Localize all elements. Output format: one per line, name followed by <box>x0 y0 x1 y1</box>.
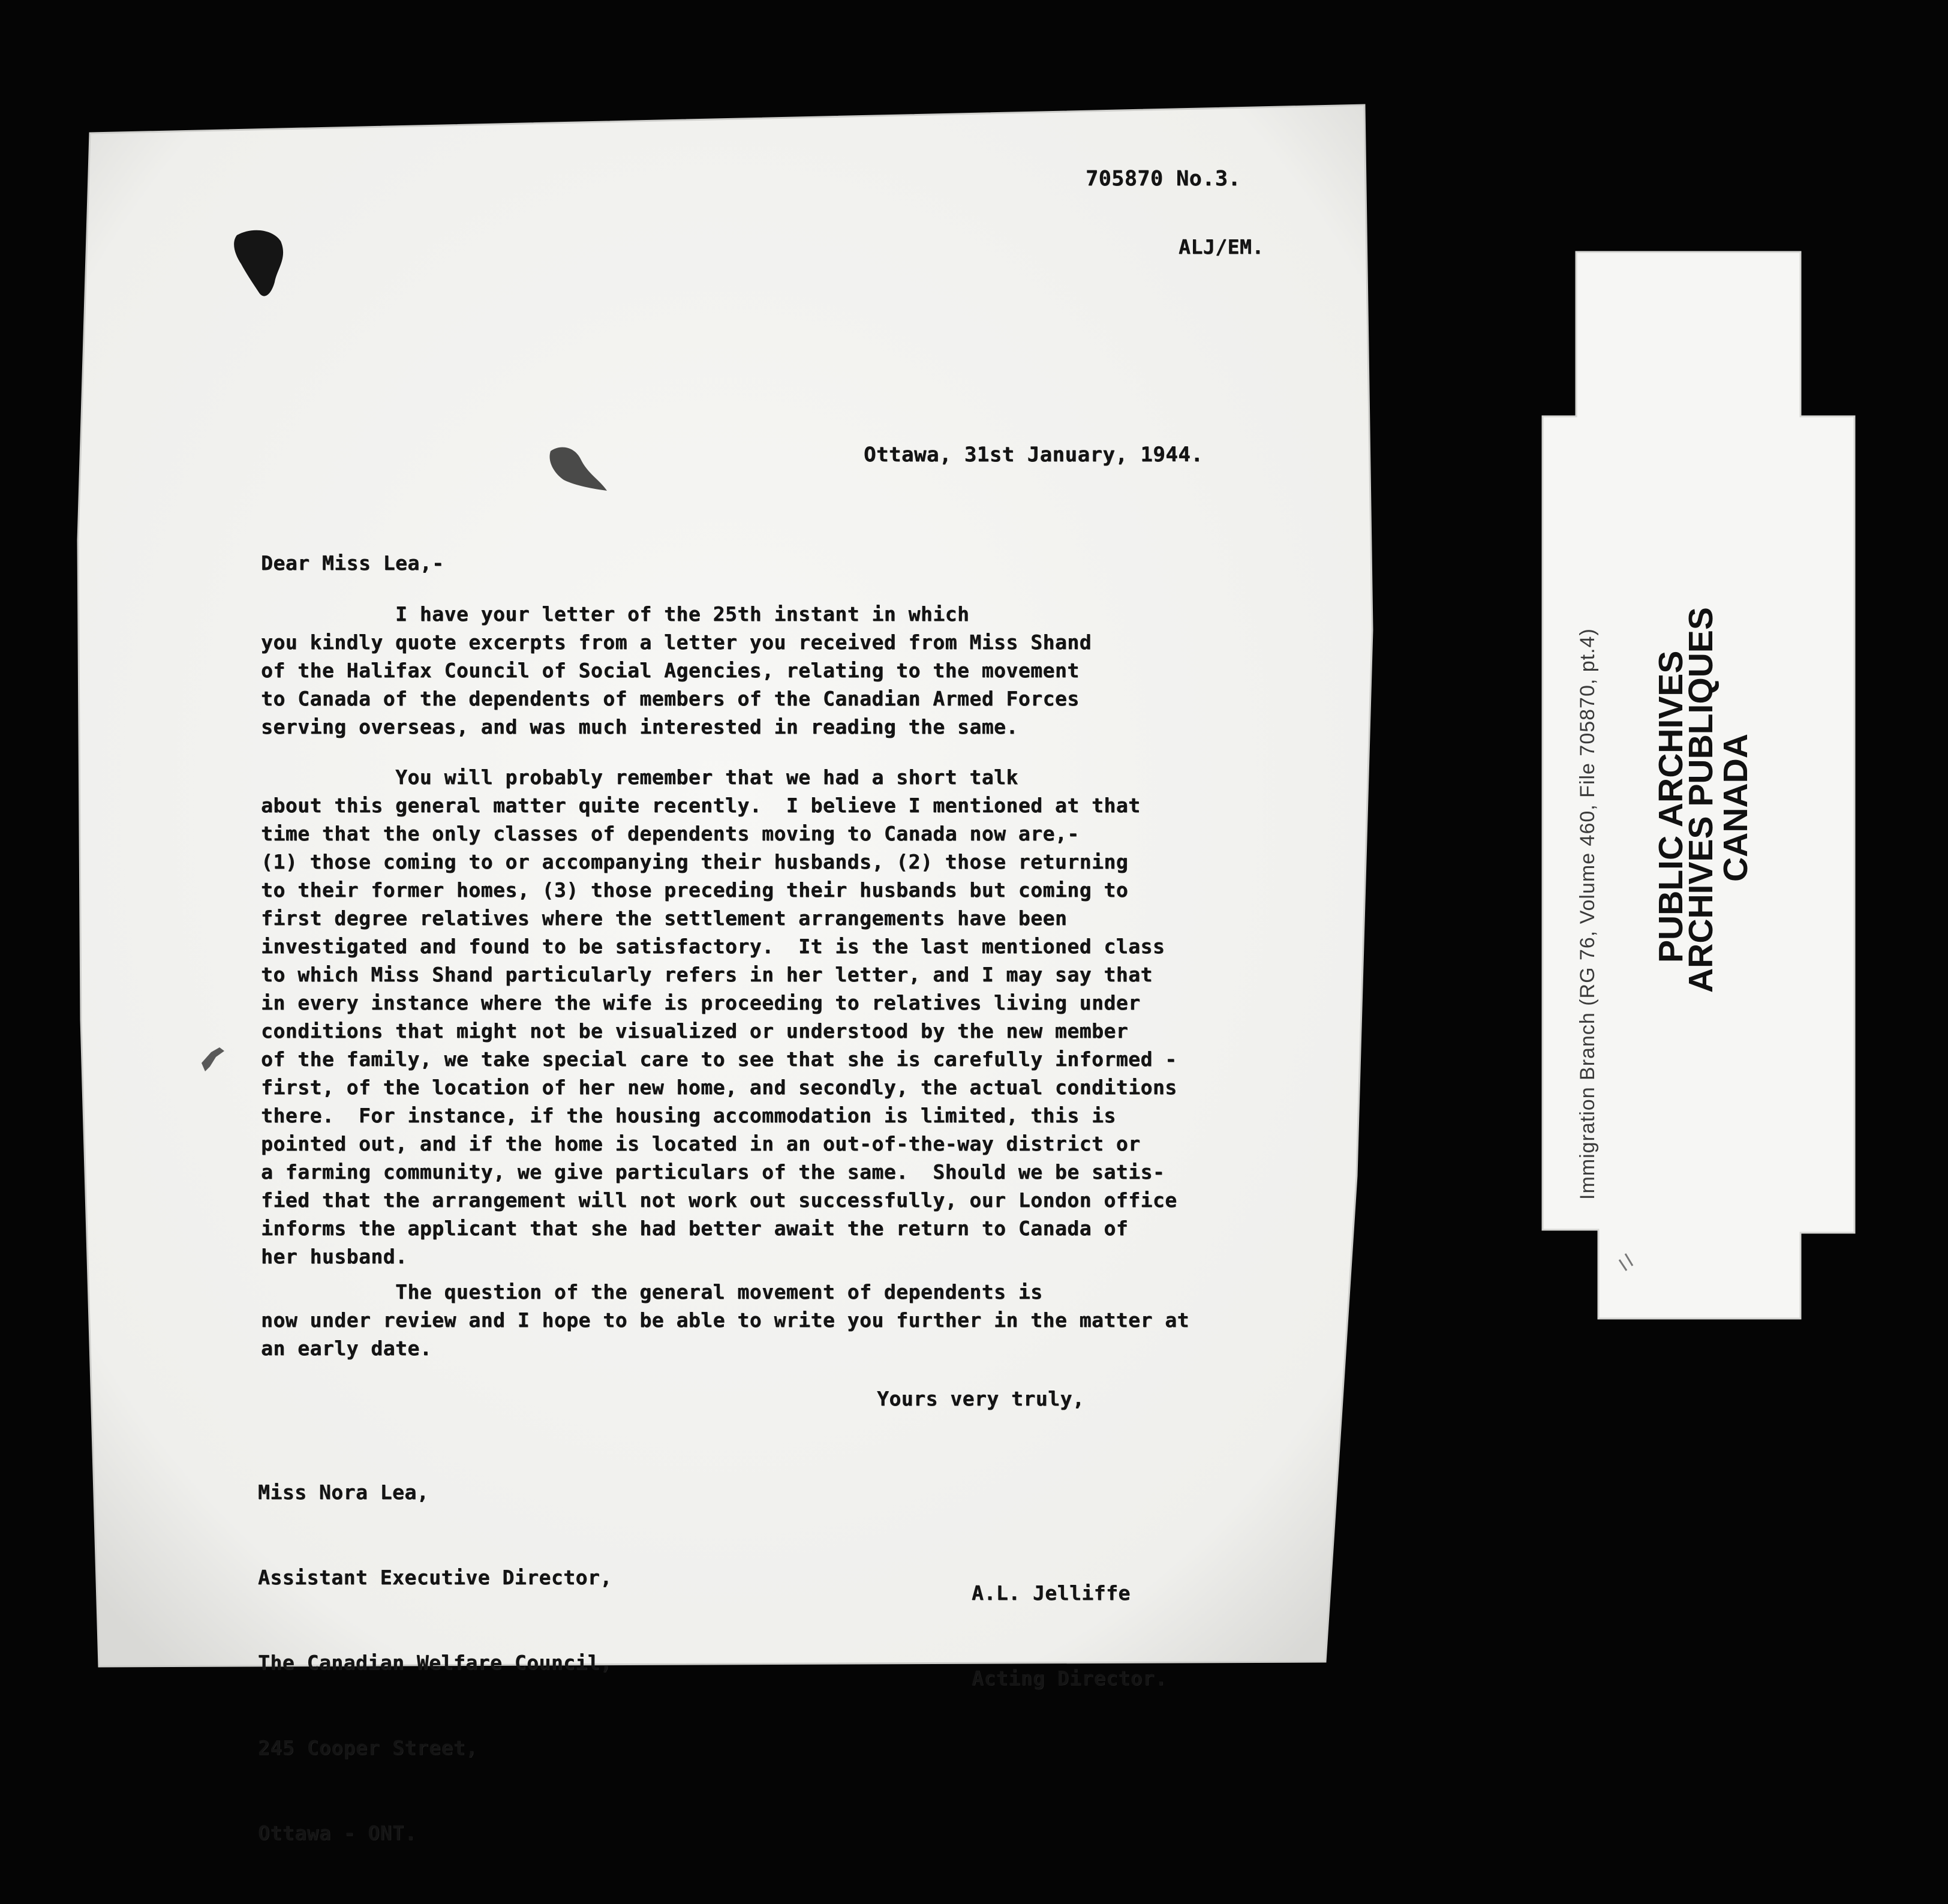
address-line: 245 Cooper Street, <box>258 1736 478 1759</box>
paragraph-2-line: time that the only classes of dependents moving to Canada now are,- <box>261 822 1080 845</box>
paragraph-3-line: The question of the general movement of dependents is <box>261 1280 1043 1304</box>
address-line: Miss Nora Lea, <box>258 1480 429 1504</box>
paragraph-2-line: her husband. <box>261 1245 408 1268</box>
address-line: The Canadian Welfare Council, <box>258 1651 612 1674</box>
paragraph-1-line: to Canada of the dependents of members of the Canadian Armed Forces <box>261 687 1080 710</box>
paragraph-2-line: a farming community, we give particulars of the same. Should we be satis- <box>261 1160 1165 1184</box>
archive-name-english: PUBLIC ARCHIVES <box>1652 650 1690 963</box>
paragraph-2-line: to their former homes, (3) those preceding their husbands but coming to <box>261 878 1129 902</box>
paragraph-2-line: about this general matter quite recently. I believe I mentioned at that <box>261 794 1141 817</box>
paragraph-2-line: (1) those coming to or accompanying their husbands, (2) those returning <box>261 850 1129 873</box>
paragraph-2-line: first degree relatives where the settlement arrangements have been <box>261 906 1068 930</box>
paragraph-2-line: conditions that might not be visualized or understood by the new member <box>261 1019 1129 1043</box>
paragraph-2-line: informs the applicant that she had better await the return to Canada of <box>261 1217 1129 1240</box>
paragraph-2-line: in every instance where the wife is proceeding to relatives living under <box>261 991 1141 1014</box>
signature-block <box>972 1522 1167 1749</box>
signatory-title: Acting Director. <box>972 1666 1167 1690</box>
letter-date: Ottawa, 31st January, 1944. <box>864 443 1204 467</box>
paragraph-2-line: You will probably remember that we had a short talk <box>261 765 1018 789</box>
typist-initials: ALJ/EM. <box>1179 235 1264 259</box>
paragraph-2-line: to which Miss Shand particularly refers in her letter, and I may say that <box>261 963 1153 986</box>
address-line: Assistant Executive Director, <box>258 1566 612 1589</box>
paragraph-2-line: of the family, we take special care to see that she is carefully informed - <box>261 1047 1177 1071</box>
paragraph-3-line: now under review and I hope to be able to write you further in the matter at <box>261 1308 1189 1332</box>
paragraph-3 <box>261 1278 1189 1362</box>
paragraph-2-line: investigated and found to be satisfactory. It is the last mentioned class <box>261 935 1165 958</box>
paragraph-2-line: first, of the location of her new home, and secondly, the actual conditions <box>261 1076 1177 1099</box>
archive-country: CANADA <box>1716 734 1755 882</box>
paragraph-2-line: pointed out, and if the home is located in an out-of-the-way district or <box>261 1132 1141 1155</box>
paragraph-1 <box>261 600 1092 741</box>
recipient-address <box>258 1422 612 1904</box>
paragraph-1-line: serving overseas, and was much interested in reading the same. <box>261 715 1018 738</box>
paragraph-1-line: you kindly quote excerpts from a letter you received from Miss Shand <box>261 630 1092 654</box>
paragraph-1-line: of the Halifax Council of Social Agencies, relating to the movement <box>261 659 1080 682</box>
archive-file-reference: Immigration Branch (RG 76, Volume 460, File 705870, pt.4) <box>1576 628 1599 1200</box>
signatory-name: A.L. Jelliffe <box>972 1581 1131 1605</box>
salutation: Dear Miss Lea,- <box>261 551 444 575</box>
archive-name-french: ARCHIVES PUBLIQUES <box>1682 607 1720 993</box>
address-line: Ottawa - ONT. <box>258 1821 417 1845</box>
paragraph-3-line: an early date. <box>261 1337 432 1360</box>
paragraph-1-line: I have your letter of the 25th instant in which <box>261 602 970 626</box>
file-reference-number: 705870 No.3. <box>1086 167 1241 191</box>
paragraph-2 <box>261 763 1177 1271</box>
closing: Yours very truly, <box>877 1387 1085 1410</box>
paragraph-2-line: fied that the arrangement will not work out successfully, our London office <box>261 1188 1177 1212</box>
paragraph-2-line: there. For instance, if the housing accommodation is limited, this is <box>261 1104 1116 1127</box>
